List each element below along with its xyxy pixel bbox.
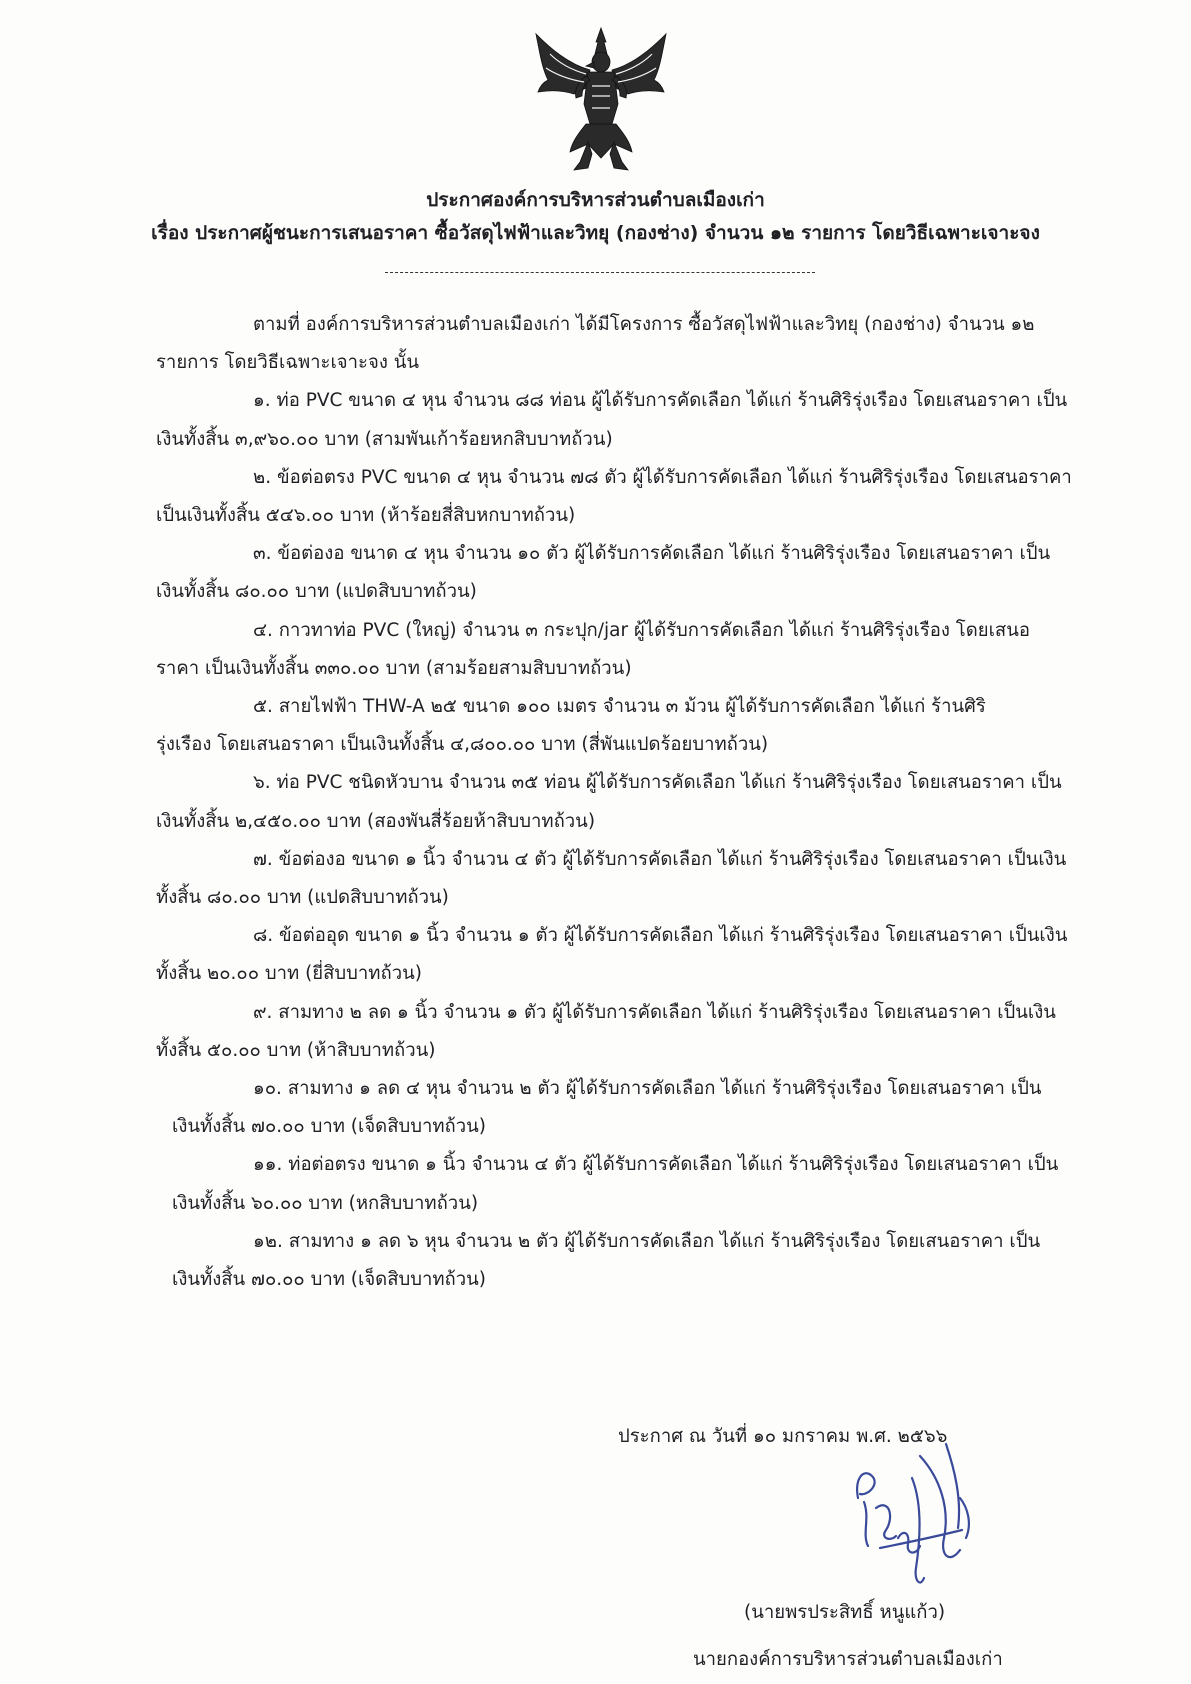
signer-title: นายกองค์การบริหารส่วนตำบลเมืองเก่า — [693, 1649, 1003, 1670]
item-line-1: ๔. กาวทาท่อ PVC (ใหญ่) จำนวน ๓ กระปุก/jar ผู้ได้รับการคัดเลือก ได้แก่ ร้านศิริรุ่งเรือง โดยเสนอ — [253, 619, 1030, 641]
handwritten-signature-icon — [850, 1438, 980, 1598]
item-line-1: ๓. ข้อต่องอ ขนาด ๔ หุน จำนวน ๑๐ ตัว ผู้ได้รับการคัดเลือก ได้แก่ ร้านศิริรุ่งเรือง โดยเสนอราคา เป็น — [253, 543, 1051, 565]
item-line-2: เป็นเงินทั้งสิ้น ๕๔๖.๐๐ บาท (ห้าร้อยสี่สิบหกบาทถ้วน) — [156, 505, 576, 527]
document-subject: เรื่อง ประกาศผู้ชนะการเสนอราคา ซื้อวัสดุไฟฟ้าและวิทยุ (กองช่าง) จำนวน ๑๒ รายการ โดยวิธีเฉพาะเจาะจง — [151, 222, 1040, 244]
item-line-2: ทั้งสิ้น ๕๐.๐๐ บาท (ห้าสิบบาทถ้วน) — [156, 1039, 436, 1061]
item-line-1: ๑๐. สามทาง ๑ ลด ๔ หุน จำนวน ๒ ตัว ผู้ได้รับการคัดเลือก ได้แก่ ร้านศิริรุ่งเรือง โดยเสนอราคา เป็น — [253, 1078, 1042, 1100]
item-list — [156, 382, 1074, 1299]
item-line-2: เงินทั้งสิ้น ๘๐.๐๐ บาท (แปดสิบบาทถ้วน) — [156, 581, 477, 603]
list-item — [156, 1223, 1074, 1299]
list-item — [156, 688, 1074, 764]
item-line-1: ๖. ท่อ PVC ชนิดหัวบาน จำนวน ๓๕ ท่อน ผู้ได้รับการคัดเลือก ได้แก่ ร้านศิริรุ่งเรือง โดยเสนอราคา เป็น — [253, 772, 1062, 794]
list-item — [156, 764, 1074, 840]
title-divider — [385, 272, 815, 273]
item-line-2: เงินทั้งสิ้น ๓,๙๖๐.๐๐ บาท (สามพันเก้าร้อยหกสิบบาทถ้วน) — [156, 428, 613, 450]
item-line-2: เงินทั้งสิ้น ๖๐.๐๐ บาท (หกสิบบาทถ้วน) — [172, 1192, 479, 1214]
list-item — [156, 994, 1074, 1070]
item-line-2: ทั้งสิ้น ๘๐.๐๐ บาท (แปดสิบบาทถ้วน) — [156, 887, 449, 909]
item-line-2: เงินทั้งสิ้น ๒,๔๕๐.๐๐ บาท (สองพันสี่ร้อยห้าสิบบาทถ้วน) — [156, 810, 596, 832]
item-line-2: รุ่งเรือง โดยเสนอราคา เป็นเงินทั้งสิ้น ๔,๘๐๐.๐๐ บาท (สี่พันแปดร้อยบาทถ้วน) — [156, 734, 769, 756]
garuda-emblem-icon — [528, 24, 674, 174]
list-item — [156, 612, 1074, 688]
list-item — [156, 1146, 1074, 1222]
list-item — [156, 917, 1074, 993]
intro-line-2: รายการ โดยวิธีเฉพาะเจาะจง นั้น — [156, 352, 420, 374]
list-item — [156, 535, 1074, 611]
item-line-1: ๕. สายไฟฟ้า THW-A ๒๕ ขนาด ๑๐๐ เมตร จำนวน ๓ ม้วน ผู้ได้รับการคัดเลือก ได้แก่ ร้านศิริ — [253, 696, 986, 718]
item-line-2: เงินทั้งสิ้น ๗๐.๐๐ บาท (เจ็ดสิบบาทถ้วน) — [172, 1116, 487, 1138]
item-line-1: ๙. สามทาง ๒ ลด ๑ นิ้ว จำนวน ๑ ตัว ผู้ได้รับการคัดเลือก ได้แก่ ร้านศิริรุ่งเรือง โดยเสนอราคา เป็นเงิน — [253, 1001, 1056, 1023]
list-item — [156, 1070, 1074, 1146]
item-line-2: ราคา เป็นเงินทั้งสิ้น ๓๓๐.๐๐ บาท (สามร้อยสามสิบบาทถ้วน) — [156, 657, 632, 679]
item-line-1: ๗. ข้อต่องอ ขนาด ๑ นิ้ว จำนวน ๔ ตัว ผู้ได้รับการคัดเลือก ได้แก่ ร้านศิริรุ่งเรือง โดยเสนอราคา เป็นเงิน — [253, 848, 1067, 870]
document-body — [156, 306, 1074, 1299]
announce-date: ประกาศ ณ วันที่ ๑๐ มกราคม พ.ศ. ๒๕๖๖ — [618, 1426, 948, 1447]
item-line-1: ๘. ข้อต่ออุด ขนาด ๑ นิ้ว จำนวน ๑ ตัว ผู้ได้รับการคัดเลือก ได้แก่ ร้านศิริรุ่งเรือง โดยเสนอราคา เป็นเงิน — [253, 925, 1068, 947]
document-title: ประกาศองค์การบริหารส่วนตำบลเมืองเก่า — [426, 189, 765, 211]
item-line-1: ๒. ข้อต่อตรง PVC ขนาด ๔ หุน จำนวน ๗๘ ตัว ผู้ได้รับการคัดเลือก ได้แก่ ร้านศิริรุ่งเรือง โดยเสนอราคา — [253, 466, 1072, 488]
item-line-2: ทั้งสิ้น ๒๐.๐๐ บาท (ยี่สิบบาทถ้วน) — [156, 963, 422, 985]
intro-line-1: ตามที่ องค์การบริหารส่วนตำบลเมืองเก่า ได้มีโครงการ ซื้อวัสดุไฟฟ้าและวิทยุ (กองช่าง) จำนวน ๑๒ — [253, 314, 1035, 335]
item-line-1: ๑. ท่อ PVC ขนาด ๔ หุน จำนวน ๘๘ ท่อน ผู้ได้รับการคัดเลือก ได้แก่ ร้านศิริรุ่งเรือง โดยเสนอราคา เป็น — [253, 390, 1068, 412]
signer-name: (นายพรประสิทธิ์ หนูแก้ว) — [744, 1602, 946, 1623]
item-line-1: ๑๑. ท่อต่อตรง ขนาด ๑ นิ้ว จำนวน ๔ ตัว ผู้ได้รับการคัดเลือก ได้แก่ ร้านศิริรุ่งเรือง โดยเสนอราคา เป็น — [253, 1154, 1059, 1176]
list-item — [156, 841, 1074, 917]
list-item — [156, 382, 1074, 458]
item-line-2: เงินทั้งสิ้น ๗๐.๐๐ บาท (เจ็ดสิบบาทถ้วน) — [172, 1269, 487, 1291]
list-item — [156, 459, 1074, 535]
item-line-1: ๑๒. สามทาง ๑ ลด ๖ หุน จำนวน ๒ ตัว ผู้ได้รับการคัดเลือก ได้แก่ ร้านศิริรุ่งเรือง โดยเสนอราคา เป็น — [253, 1230, 1041, 1252]
